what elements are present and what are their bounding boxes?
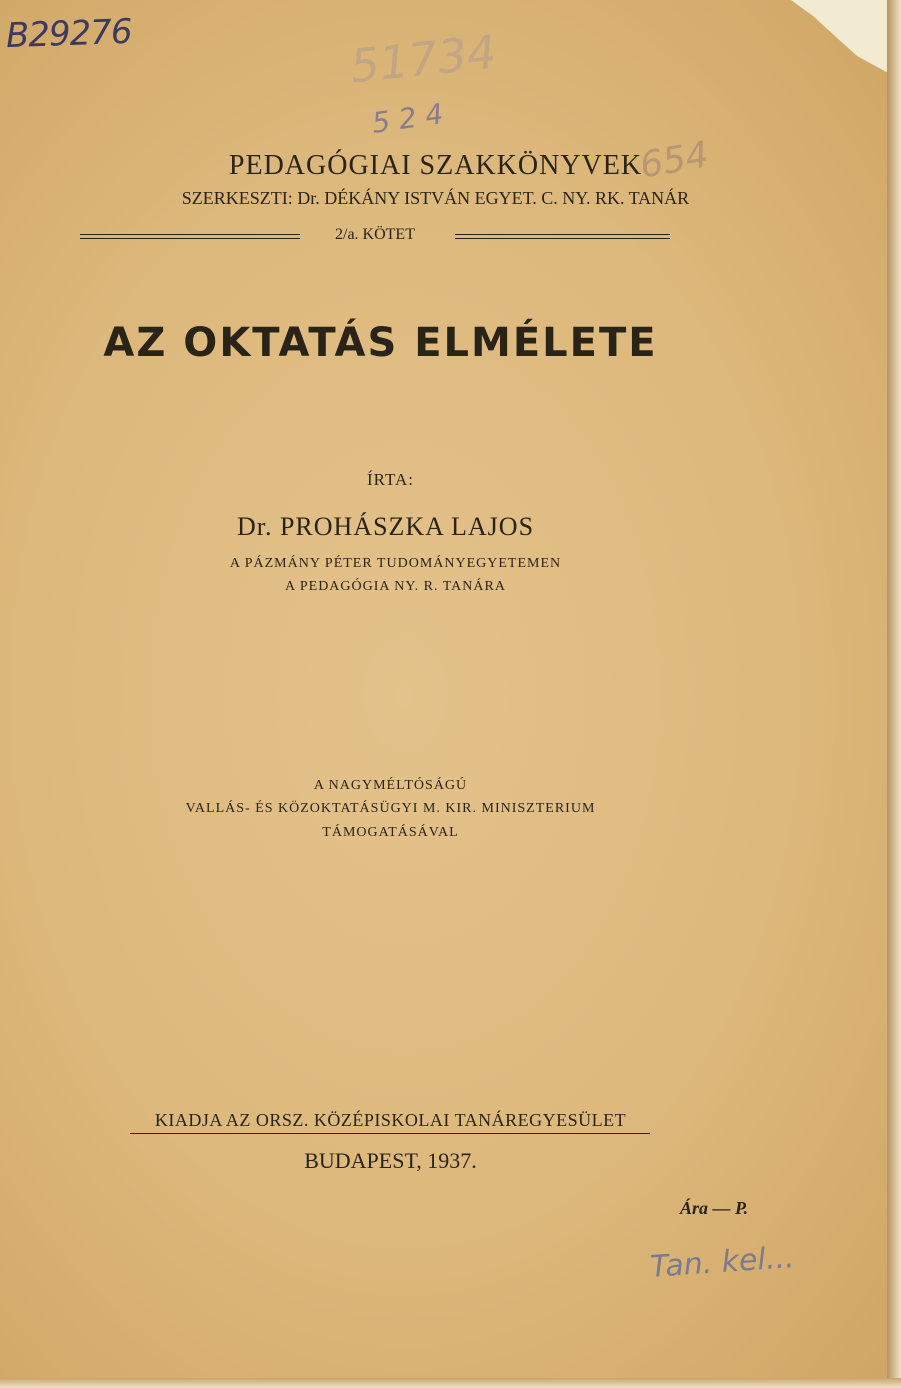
support-line1: A NAGYMÉLTÓSÁGÚ: [313, 778, 468, 793]
by-label: ÍRTA:: [366, 470, 414, 489]
pencil-note-c: 654: [636, 134, 712, 187]
publisher-line: KIADJA AZ ORSZ. KÖZÉPISKOLAI TANÁREGYESÜLET: [154, 1110, 627, 1130]
author-affiliation-line1: A PÁZMÁNY PÉTER TUDOMÁNYEGYETEMEN: [229, 556, 562, 571]
author-name: Dr. PROHÁSZKA LAJOS: [236, 512, 535, 541]
volume-rule-row: [80, 226, 670, 246]
series-editor: SZERKESZTI: Dr. DÉKÁNY ISTVÁN EGYET. C. NY. RK. TANÁR: [181, 188, 690, 208]
support-line3: TÁMOGATÁSÁVAL: [322, 825, 459, 840]
author-affiliation-line2: A PEDAGÓGIA NY. R. TANÁRA: [285, 579, 506, 594]
series-title: PEDAGÓGIAI SZAKKÖNYVEK: [228, 150, 643, 181]
page-edge-bottom: [0, 1378, 901, 1388]
page-edge-right: [887, 0, 901, 1388]
volume-label: 2/a. KÖTET: [335, 226, 415, 243]
pencil-note-a: 51734: [347, 24, 499, 94]
price-label: Ára — P.: [680, 1198, 749, 1218]
divider-right: [455, 234, 670, 239]
shelf-reference-handwriting: B29276: [5, 11, 133, 57]
publisher-divider: [130, 1133, 650, 1134]
pencil-note-b: 5 2 4: [370, 97, 446, 140]
support-line2: VALLÁS- ÉS KÖZOKTATÁSÜGYI M. KIR. MINISZTERIUM: [185, 801, 596, 816]
place-year: BUDAPEST, 1937.: [304, 1148, 477, 1173]
book-title: AZ OKTATÁS ELMÉLETE: [103, 320, 658, 366]
bottom-handwritten-note: Tan. kel...: [648, 1240, 796, 1285]
torn-corner: [791, 0, 901, 80]
